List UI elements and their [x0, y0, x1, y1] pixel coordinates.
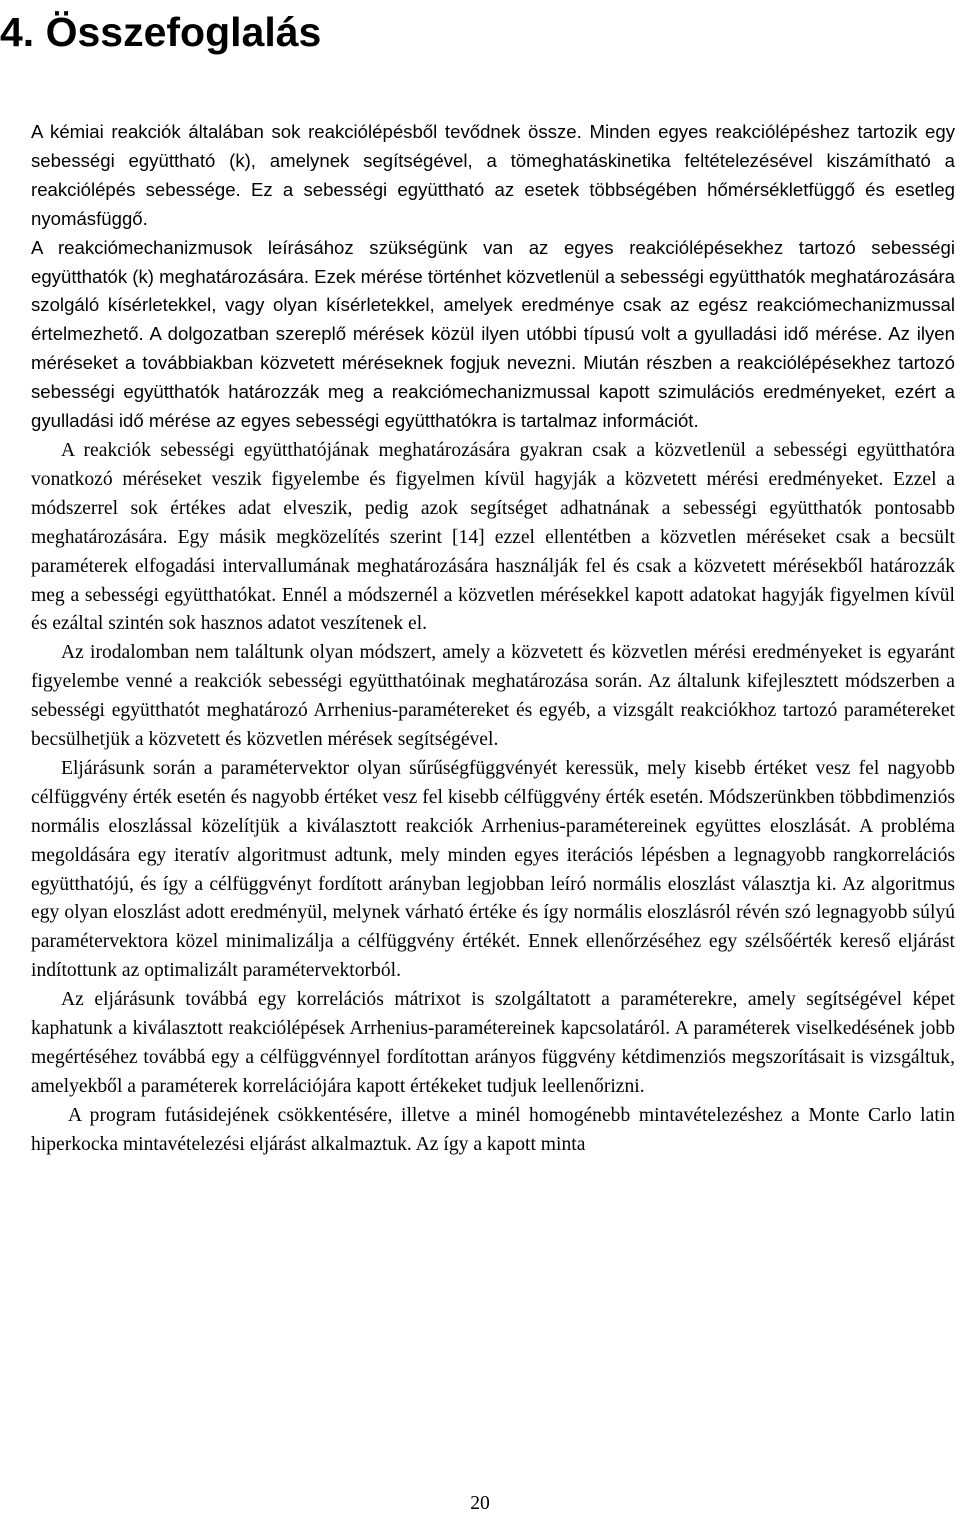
paragraph-procedure: Eljárásunk során a paramétervektor olyan sűrűségfüggvényét keressük, mely kisebb értéket vesz fel nagyobb célfüggvény érték esetén és nagyobb értéket vesz fel kisebb célfüggvény érték esetén. Módszerünkben többdimenziós normális eloszlással közelítjük a kiválasztott reakciók Arrhenius-paramétereinek együttes eloszlását. A probléma megoldására egy iteratív algoritmust adtunk, mely minden egyes iterációs lépésben a legnagyobb rangkorrelációs együtthatójú, és így a célfüggvényt fordított arányban legjobban leíró normális eloszlást választja ki. Az algoritmus egy olyan eloszlást adott eredményül, melynek várható értéke és így normális eloszlásról révén szó legnagyobb súlyú paramétervektora közel minimalizálja a célfüggvény értékét. Ennek ellenőrzéséhez egy szélsőérték kereső eljárást indítottunk az optimalizált paramétervektorból. [31, 757, 955, 982]
paragraph-monte-carlo: A program futásidejének csökkentésére, illetve a minél homogénebb mintavételezéshez a Monte Carlo latin hiperkocka mintavételezési eljárást alkalmaztuk. Az így a kapott minta [31, 1104, 955, 1155]
paragraph-rate-coefficients: A reakciók sebességi együtthatójának meghatározására gyakran csak a közvetlenül a sebességi együtthatóra vonatkozó méréseket veszik figyelembe és figyelmen kívül hagyják a közvetett mérési eredményeket. Ezzel a módszerrel sok értékes adat elveszik, pedig azok segítséget adhatnának a sebességi együtthatók pontosabb meghatározására. Egy másik megközelítés szerint [14] ezzel ellentétben a közvetlen méréseket csak a becsült paraméterek elfogadási intervallumának meghatározására használják fel és csak a közvetett mérésekből határozzák meg a sebességi együtthatókat. Ennél a módszernél a közvetlen mérésekkel kapott adatokat hagyják figyelmen kívül és ezáltal szintén sok hasznos adatot veszítenek el. [31, 439, 955, 635]
section-heading: 4. Összefoglalás [0, 9, 322, 55]
paragraph-literature: Az irodalomban nem találtunk olyan módszert, amely a közvetett és közvetlen mérési eredményeket is egyaránt figyelembe venné a reakciók sebességi együtthatóinak meghatározása során. Az általunk kifejlesztett módszerben a sebességi együtthatót meghatározó Arrhenius-paramétereket és egyéb, a vizsgált reakciókhoz tartozó paramétereket becsülhetjük a közvetett és közvetlen mérések segítségével. [31, 642, 955, 751]
page-number: 20 [470, 1493, 490, 1514]
body-text [31, 118, 955, 1160]
paragraph-intro: A kémiai reakciók általában sok reakciólépésből tevődnek össze. Minden egyes reakciólépéshez tartozik egy sebességi együttható (k), amelynek segítségével, a tömeghatáskinetika feltételezésével kiszámítható a reakciólépés sebessége. Ez a sebességi együttható az esetek többségében hőmérsékletfüggő és esetleg nyomásfüggő. [31, 121, 955, 229]
paragraph-mechanisms: A reakciómechanizmusok leírásához szükségünk van az egyes reakciólépésekhez tartozó sebességi együtthatók (k) meghatározására. Ezek mérése történhet közvetlenül a sebességi együtthatók meghatározására szolgáló kísérletekkel, vagy olyan kísérletekkel, amelyek eredménye csak az egész reakciómechanizmussal értelmezhető. A dolgozatban szereplő mérések közül ilyen utóbbi típusú volt a gyulladási idő mérése. Az ilyen méréseket a továbbiakban közvetett méréseknek fogjuk nevezni. Miután részben a reakciólépésekhez tartozó sebességi együtthatók határozzák meg a reakciómechanizmussal kapott szimulációs eredményeket, ezért a gyulladási idő mérése az egyes sebességi együtthatókra is tartalmaz információt. [31, 236, 956, 432]
paragraph-correlation: Az eljárásunk továbbá egy korrelációs mátrixot is szolgáltatott a paraméterekre, amely segítségével képet kaphatunk a kiválasztott reakciólépések Arrhenius-paramétereinek kapcsolatáról. A paraméterek viselkedésének jobb megértéséhez továbbá egy a célfüggvénnyel fordítottan arányos függvény kétdimenziós megszorításait is vizsgáltuk, amelyekből a paraméterek korrelációjára kapott értékeket tudjuk leellenőrizni. [31, 989, 955, 1097]
